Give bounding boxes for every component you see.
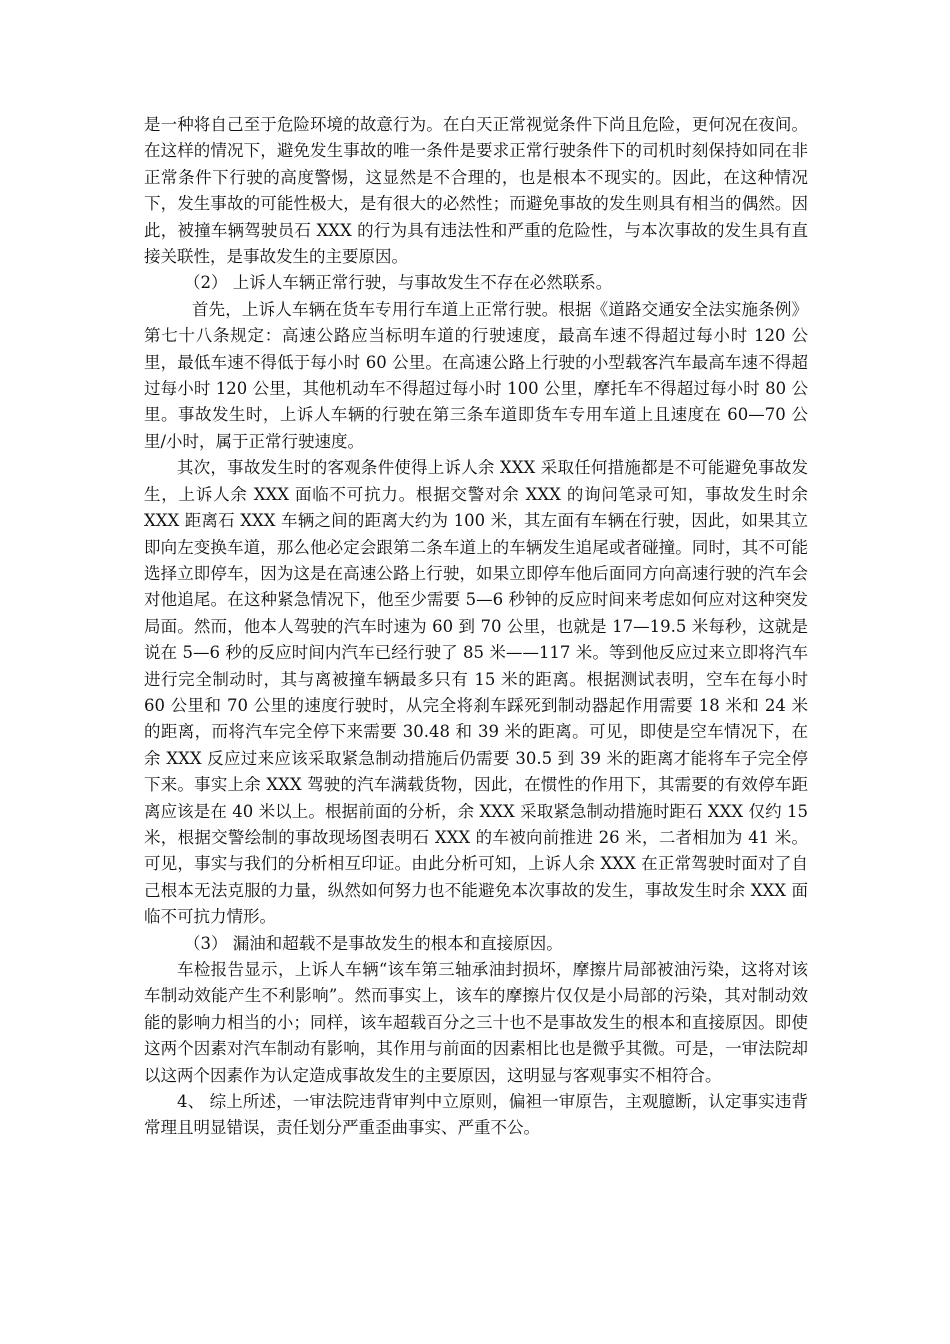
section-heading-3: （3） 漏油和超载不是事故发生的根本和直接原因。 bbox=[184, 933, 563, 953]
paragraph-conclusion: 4、 综上所述，一审法院违背审判中立原则，偏袒一审原告，主观臆断，认定事实违背常理且明显错误，责任划分严重歪曲事实、严重不公。 bbox=[144, 1092, 808, 1138]
document-page bbox=[144, 112, 808, 1142]
paragraph-force-majeure: 其次，事故发生时的客观条件使得上诉人余 XXX 采取任何措施都是不可能避免事故发生，上诉人余 XXX 面临不可抗力。根据交警对余 XXX 的询问笔录可知，事故发生时余 XXX 距离石 XXX 车辆之间的距离大约为 100 米，其左面有车辆在行驶，因此，如果其立即向左变换车道，那么他必定会跟第二条车道上的车辆发生追尾或者碰撞。同时，其不可能选择立即停车，因为这是在高速公路上行驶，如果立即停车他后面同方向高速行驶的汽车会对他追尾。在这种紧急情况下，他至少需要 5—6 秒钟的反应时间来考虑如何应对这种突发局面。然而，他本人驾驶的汽车时速为 60 到 70 公里，也就是 17—19.5 米每秒，这就是说在 5—6 秒的反应时间内汽车已经行驶了 85 米——117 米。等到他反应过来立即将汽车进行完全制动时，其与离被撞车辆最多只有 15 米的距离。根据测试表明，空车在每小时 60 公里和 70 公里的速度行驶时，从完全将刹车踩死到制动器起作用需要 18 米和 24 米的距离，而将汽车完全停下来需要 30.48 和 39 米的距离。可见，即使是空车情况下，在余 XXX 反应过来应该采取紧急制动措施后仍需要 30.5 到 39 米的距离才能将车子完全停下来。事实上余 XXX 驾驶的汽车满载货物，因此，在惯性的作用下，其需要的有效停车距离应该是在 40 米以上。根据前面的分析，余 XXX 采取紧急制动措施时距石 XXX 仅约 15 米，根据交警绘制的事故现场图表明石 XXX 的车被向前推进 26 米，二者相加为 41 米。可见，事实与我们的分析相互印证。由此分析可知，上诉人余 XXX 在正常驾驶时面对了自己根本无法克服的力量，纵然如何努力也不能避免本次事故的发生，事故发生时余 XXX 面临不可抗力情形。 bbox=[144, 458, 808, 927]
paragraph-inspection-report: 车检报告显示，上诉人车辆“该车第三轴承油封损坏，摩擦片局部被油污染，这将对该车制动效能产生不利影响”。然而事实上，该车的摩擦片仅仅是小局部的污染，其对制动效能的影响力相当的小；同样，该车超载百分之三十也不是事故发生的根本和直接原因。即使这两个因素对汽车制动有影响，其作用与前面的因素相比也是微乎其微。可是，一审法院却以这两个因素作为认定造成事故发生的主要原因，这明显与客观事实不相符合。 bbox=[144, 960, 808, 1085]
section-heading-2: （2） 上诉人车辆正常行驶，与事故发生不存在必然联系。 bbox=[184, 273, 613, 293]
paragraph-normal-driving: 首先，上诉人车辆在货车专用行车道上正常行驶。根据《道路交通安全法实施条例》第七十八条规定：高速公路应当标明车道的行驶速度，最高车速不得超过每小时 120 公里，最低车速不得低于每小时 60 公里。在高速公路上行驶的小型载客汽车最高车速不得超过每小时 120 公里，其他机动车不得超过每小时 100 公里，摩托车不得超过每小时 80 公里。事故发生时，上诉人车辆的行驶在第三条车道即货车专用车道上且速度在 60—70 公里/小时，属于正常行驶速度。 bbox=[144, 299, 808, 451]
paragraph-danger-analysis: 是一种将自己至于危险环境的故意行为。在白天正常视觉条件下尚且危险，更何况在夜间。在这样的情况下，避免发生事故的唯一条件是要求正常行驶条件下的司机时刻保持如同在非正常条件下行驶的高度警惕，这显然是不合理的，也是根本不现实的。因此，在这种情况下，发生事故的可能性极大，是有很大的必然性；而避免事故的发生则具有相当的偶然。因此，被撞车辆驾驶员石 XXX 的行为具有违法性和严重的危险性，与本次事故的发生具有直接关联性，是事故发生的主要原因。 bbox=[144, 115, 808, 267]
